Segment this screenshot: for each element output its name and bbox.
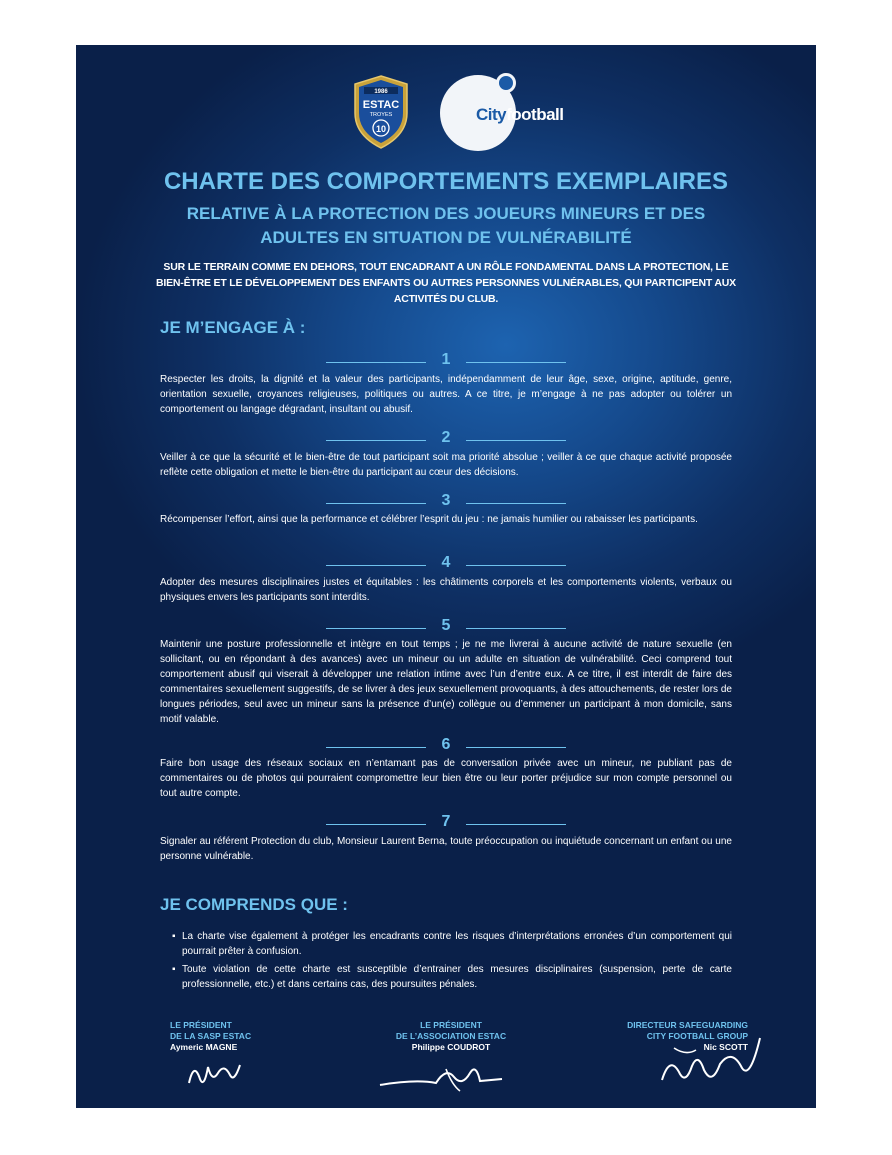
engagement-number: 6: [326, 736, 566, 756]
charter-poster: [76, 45, 816, 1108]
engagement-text: Maintenir une posture professionnelle et intègre en tout temps ; je ne me livrerai à aucune activité de nature sexuelle (en sollicitant, ou en répondant à des avances) avec un mineur ou un adulte en situation de vulnérabilité. Ceci comprend tout comportement abusif qui viserait à développer une relation intime avec l’un d’entre eux. A ce titre, il est interdit de faire des commentaires sexuellement suggestifs, de se livrer à des jeux sexuellement provoquants, à des attouchements, de rester lors de longues périodes, seul avec un mineur sans la présence d’un(e) collègue ou d’emmener un participant à mon domicile, sans motif valable.: [160, 639, 732, 725]
list-item: ▪ Toute violation de cette charte est susceptible d’entrainer des mesures disciplinaires (suspension, perte de carte professionnelle, etc.) et dans certains cas, des poursuites pénales.: [172, 962, 732, 992]
city-football-logo: Cityfootball: [440, 75, 600, 153]
understanding-heading: JE COMPRENDS QUE :: [160, 895, 348, 914]
svg-text:TROYES: TROYES: [369, 112, 393, 118]
charter-intro: SUR LE TERRAIN COMME EN DEHORS, TOUT ENCADRANT A UN RÔLE FONDAMENTAL DANS LA PROTECTION, LE BIEN-ÊTRE ET LE DÉVELOPPEMENT DES ENFANTS OU AUTRES PERSONNES VULNÉRABLES, QUI PARTICIPENT AUX ACTIVITÉS DU CLUB.: [156, 261, 736, 305]
engagement-text: Signaler au référent Protection du club, Monsieur Laurent Berna, toute préoccupation ou inquiétude concernant un enfant ou une personne vulnérable.: [160, 836, 732, 862]
engagement-number: 3: [326, 492, 566, 512]
understanding-list: [172, 929, 732, 995]
engagement-text: Récompenser l’effort, ainsi que la performance et célébrer l’esprit du jeu : ne jamais humilier ou rabaisser les participants.: [160, 514, 698, 525]
svg-text:ESTAC: ESTAC: [362, 99, 400, 111]
signature-block-city-football: DIRECTEUR SAFEGUARDING CITY FOOTBALL GROUP Nic SCOTT: [627, 1020, 748, 1052]
engagement-number: 7: [326, 813, 566, 833]
estac-troyes-logo: [352, 75, 410, 149]
charter-title: CHARTE DES COMPORTEMENTS EXEMPLAIRES: [163, 168, 729, 195]
engagement-text: Respecter les droits, la dignité et la valeur des participants, indépendamment de leur âge, sexe, origine, aptitude, genre, orientation sexuelle, croyances religieuses, politiques ou autres. A ce titre, je m’engage à ne pas adopter ou tolérer un comportement ou langage dégradant, insultant ou abusif.: [160, 374, 732, 415]
signature-drawing: [656, 1030, 766, 1092]
signature-drawing: [376, 1055, 506, 1095]
engagement-number: 1: [326, 351, 566, 371]
charter-subtitle: RELATIVE À LA PROTECTION DES JOUEURS MINEURS ET DES ADULTES EN SITUATION DE VULNÉRABILITÉ: [186, 204, 706, 247]
list-item: ▪ La charte vise également à protéger les encadrants contre les risques d’interprétations erronées d’un comportement qui pourrait prêter à confusion.: [172, 929, 732, 959]
engagement-number: 4: [326, 554, 566, 574]
signature-block-association: LE PRÉSIDENT DE L’ASSOCIATION ESTAC Philippe COUDROT: [395, 1020, 507, 1052]
engagement-text: Adopter des mesures disciplinaires justes et équitables : les châtiments corporels et les comportements violents, verbaux ou physiques envers les participants sont interdits.: [160, 577, 732, 603]
engagements-heading: JE M’ENGAGE À :: [160, 318, 306, 337]
svg-text:1986: 1986: [374, 89, 388, 95]
signature-drawing: [184, 1053, 244, 1093]
engagement-text: Veiller à ce que la sécurité et le bien-être de tout participant soit ma priorité absolue ; veiller à ce que chaque activité proposée reflète cette obligation et mette le bien-être du participant au cœur des décisions.: [160, 452, 732, 478]
svg-text:10: 10: [375, 124, 387, 134]
engagement-text: Faire bon usage des réseaux sociaux en n’entamant pas de conversation privée avec un mineur, ne publiant pas de commentaires ou de photos qui pourraient compromettre leur bien être ou leur porter préjudice sur mon compte personnel ou tout autre compte.: [160, 758, 732, 799]
logo-bar: [76, 73, 816, 163]
engagement-number: 2: [326, 429, 566, 449]
signature-block-sasp: LE PRÉSIDENT DE LA SASP ESTAC Aymeric MAGNE: [170, 1020, 252, 1052]
engagement-number: 5: [326, 617, 566, 637]
